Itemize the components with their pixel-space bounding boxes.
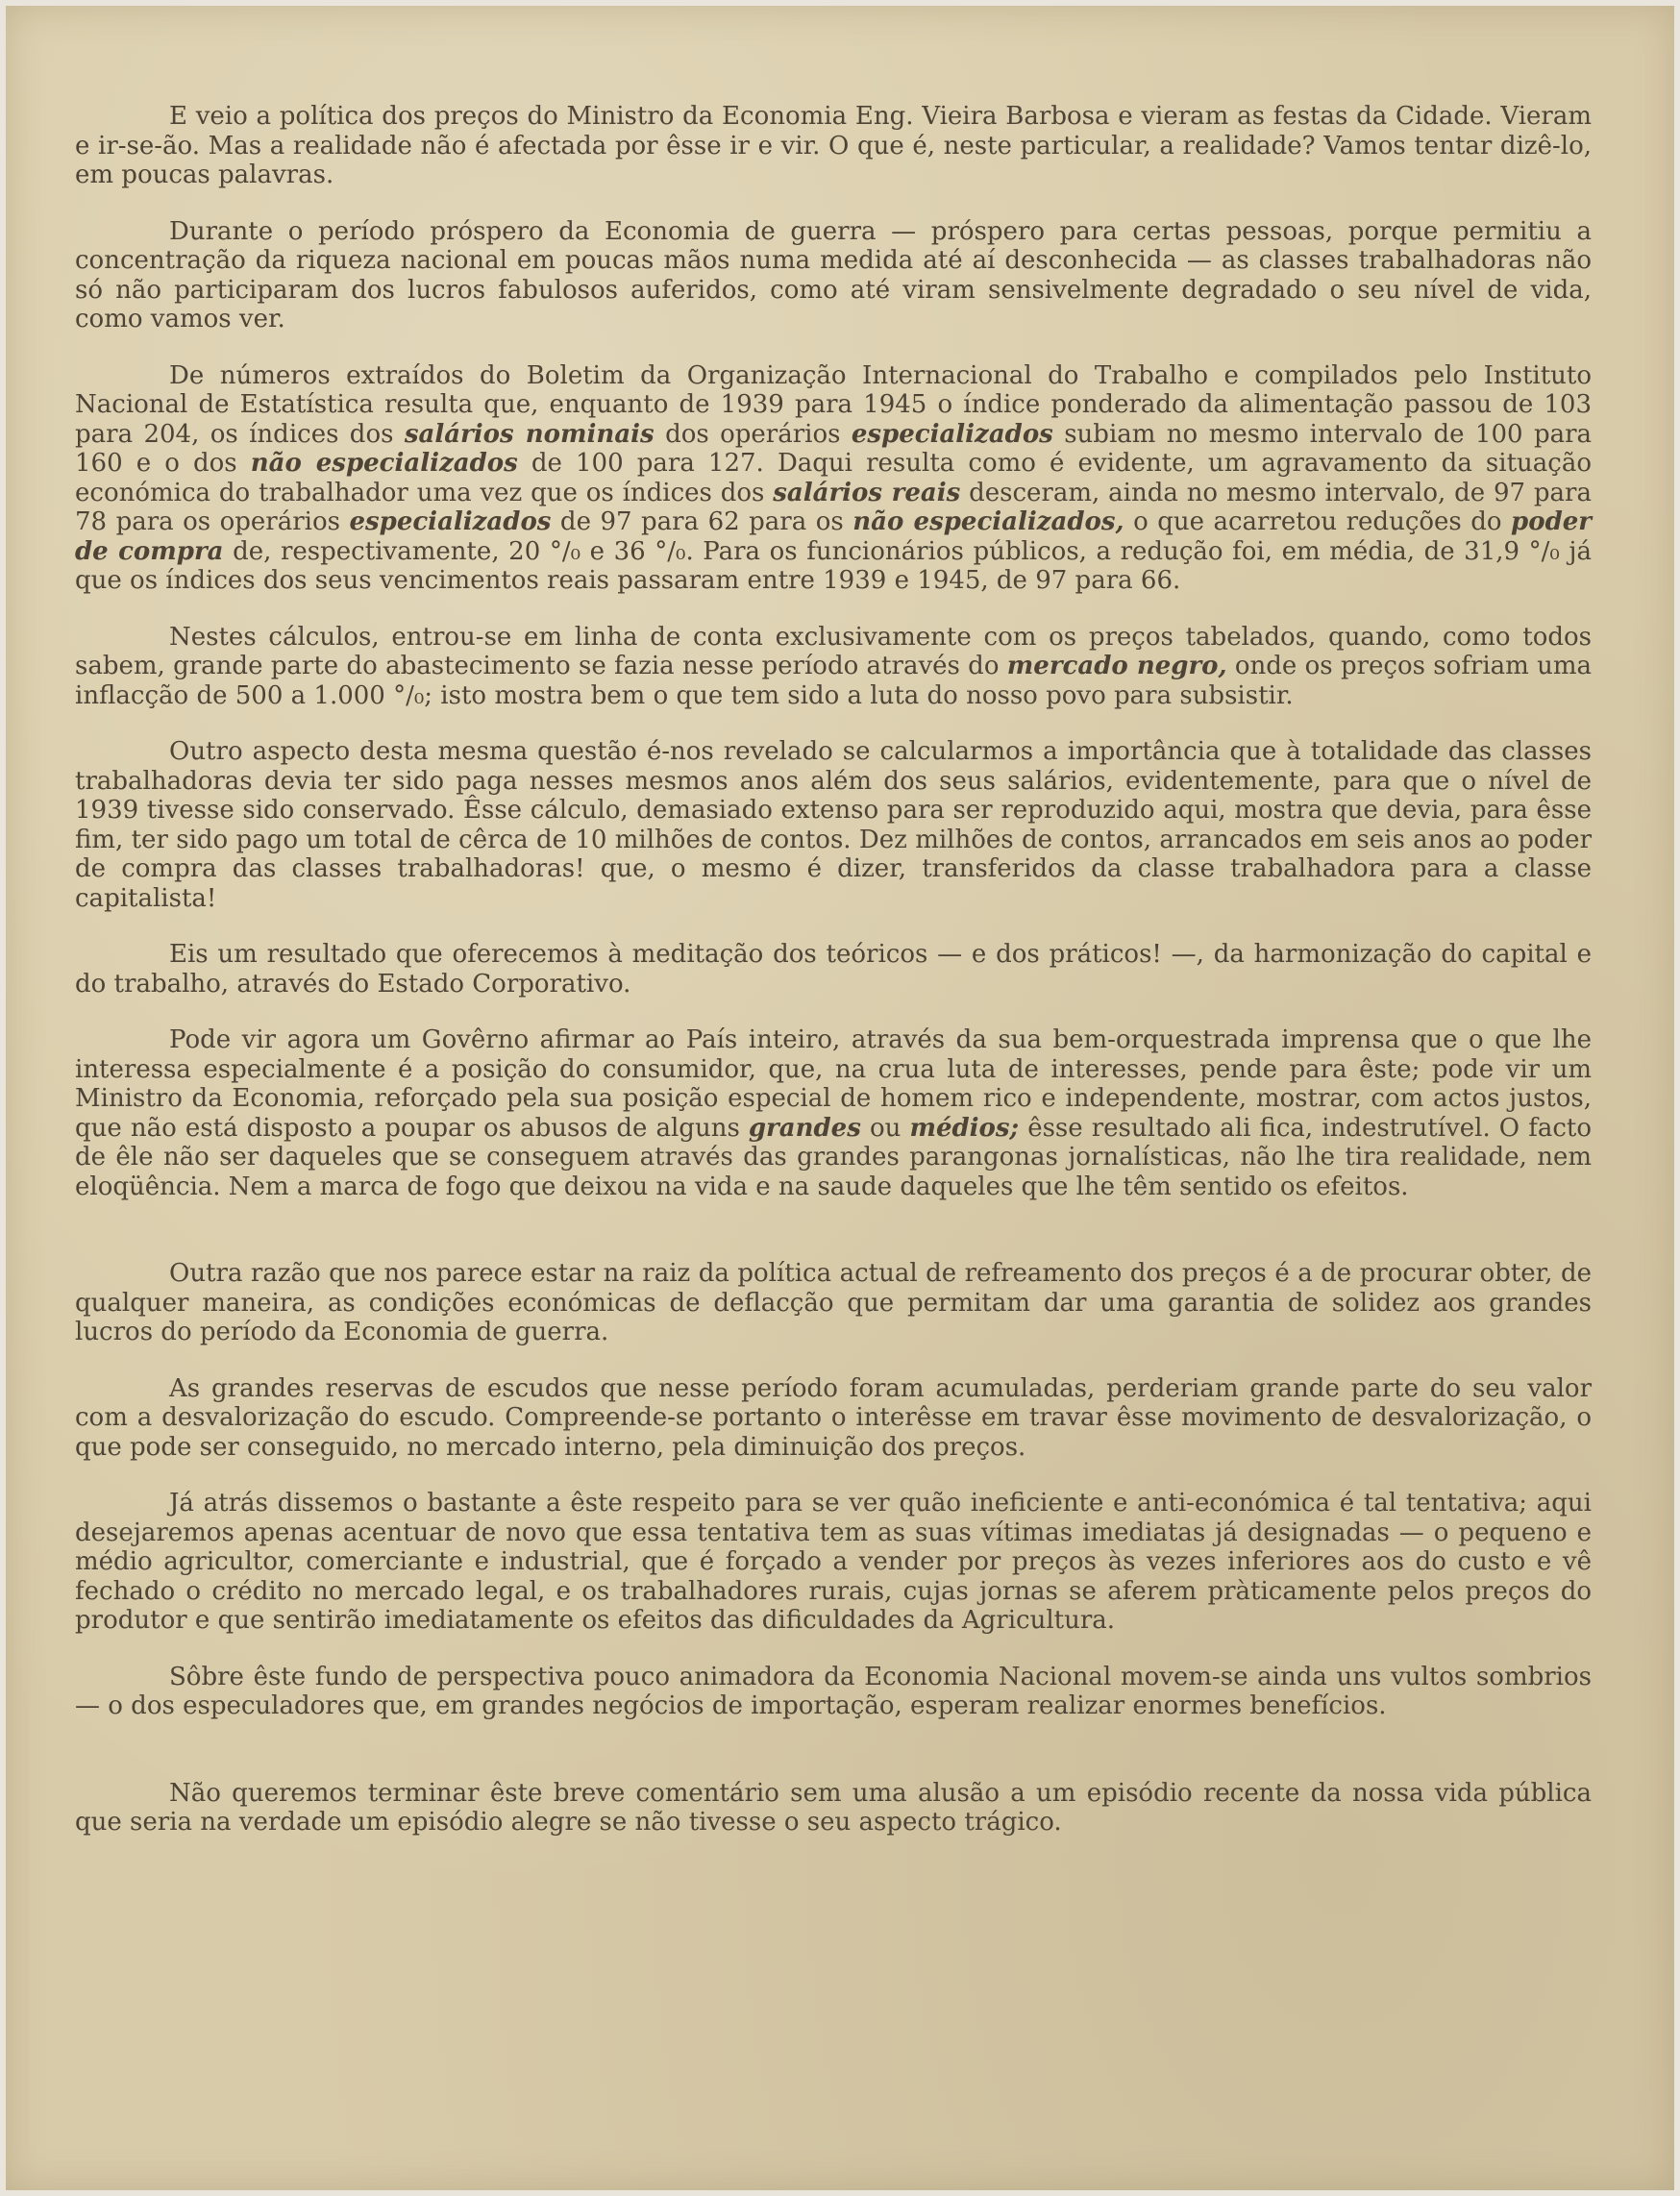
emphasis: especializados <box>851 419 1053 449</box>
paragraph-5: Outro aspecto desta mesma questão é-nos revelado se calcularmos a importância que à totalidade das classes trabalhadoras devia ter sido paga nesses mesmos anos além dos seus salários, evidentemente, para que o nível de 1939 tivesse sido conservado. Êsse cálculo, demasiado extenso para ser reproduzido aqui, mostra que devia, para êsse fim, ter sido pago um total de cêrca de 10 milhões de contos. Dez milhões de contos, arrancados em seis anos ao poder de compra das classes trabalhadoras! que, o mesmo é dizer, transferidos da classe trabalhadora para a classe capitalista! <box>75 737 1592 913</box>
paragraph-4: Nestes cálculos, entrou-se em linha de conta exclusivamente com os preços tabelados, quando, como todos sabem, grande parte do abastecimento se fazia nesse período através do mercado negro, onde os preços sofriam uma inflacção de 500 a 1.000 °/₀; isto mostra bem o que tem sido a luta do nosso povo para subsistir. <box>75 622 1593 710</box>
paragraph-10: Já atrás dissemos o bastante a êste respeito para se ver quão ineficiente e anti-económica é tal tentativa; aqui desejaremos apenas acentuar de novo que essa tentativa tem as suas vítimas imediatas já designadas — o pequeno e médio agricultor, comerciante e industrial, que é forçado a vender por preços às vezes inferiores aos do custo e vê fechado o crédito no mercado legal, e os trabalhadores rurais, cujas jornas se aferem pràticamente pelos preços do produtor e que sentirão imediatamente os efeitos das dificuldades da Agricultura. <box>75 1489 1592 1635</box>
paragraph-7: Pode vir agora um Govêrno afirmar ao País inteiro, através da sua bem-orquestrada imprensa que o que lhe interessa especialmente é a posição do consumidor, que, na crua luta de interesses, pende para êste; pode vir um Ministro da Economia, reforçado pela sua posição especial de homem rico e independente, mostrar, com actos justos, que não está disposto a poupar os abusos de alguns grandes ou médios; êsse resultado ali fica, indestrutível. O facto de êle não ser daqueles que se conseguem através das grandes parangonas jornalísticas, não lhe tira realidade, nem eloqüência. Nem a marca de fogo que deixou na vida e na saude daqueles que lhe têm sentido os efeitos. <box>75 1025 1592 1201</box>
paragraph-11: Sôbre êste fundo de perspectiva pouco animadora da Economia Nacional movem-se ainda uns vultos sombrios — o dos especuladores que, em grandes negócios de importação, esperam realizar enormes benefícios. <box>75 1662 1592 1720</box>
paragraph-3: De números extraídos do Boletim da Organização Internacional do Trabalho e compilados pelo Instituto Nacional de Estatística resulta que, enquanto de 1939 para 1945 o índice ponderado da alimentação passou de 103 para 204, os índices dos salários nominais dos operários especializados subiam no mesmo intervalo de 100 para 160 e o dos não especializados de 100 para 127. Daqui resulta como é evidente, um agravamento da situação económica do trabalhador uma vez que os índices dos salários reais desceram, ainda no mesmo intervalo, de 97 para 78 para os operários especializados de 97 para 62 para os não especializados, o que acarretou reduções do poder de compra de, respectivamente, 20 °/₀ e 36 °/₀. Para os funcionários públicos, a redução foi, em média, de 31,9 °/₀ já que os índices dos seus vencimentos reais passaram entre 1939 e 1945, de 97 para 66. <box>75 360 1593 595</box>
emphasis: não especializados, <box>852 507 1124 536</box>
paragraph-8: Outra razão que nos parece estar na raiz da política actual de refreamento dos preços é a de procurar obter, de qualquer maneira, as condições económicas de deflacção que permitam dar uma garantia de solidez aos grandes lucros do período da Economia de guerra. <box>75 1259 1592 1346</box>
emphasis: grandes <box>748 1113 861 1143</box>
paragraph-12: Não queremos terminar êste breve comentário sem uma alusão a um episódio recente da nossa vida pública que seria na verdade um episódio alegre se não tivesse o seu aspecto trágico. <box>75 1778 1592 1837</box>
paragraph-2: Durante o período próspero da Economia de guerra — próspero para certas pessoas, porque permitiu a concentração da riqueza nacional em poucas mãos numa medida até aí desconhecida — as classes trabalhadoras não só não participaram dos lucros fabulosos auferidos, como até viram sensivelmente degradado o seu nível de vida, como vamos ver. <box>75 216 1592 333</box>
emphasis: médios; <box>909 1113 1020 1143</box>
paragraph-9: As grandes reservas de escudos que nesse período foram acumuladas, perderiam grande parte do seu valor com a desvalorização do escudo. Compreende-se portanto o interêsse em travar êsse movimento de desvalorização, o que pode ser conseguido, no mercado interno, pela diminuição dos preços. <box>75 1373 1592 1462</box>
emphasis: salários nominais <box>404 419 655 449</box>
paragraph-1: E veio a política dos preços do Ministro da Economia Eng. Vieira Barbosa e vieram as festas da Cidade. Vieram e ir-se-ão. Mas a realidade não é afectada por êsse ir e vir. O que é, neste particular, a realidade? Vamos tentar dizê-lo, em poucas palavras. <box>75 102 1592 189</box>
emphasis: poder de compra <box>75 507 1592 566</box>
emphasis: especializados <box>349 507 552 536</box>
emphasis: não especializados <box>250 449 518 478</box>
document-page <box>6 6 1674 2190</box>
paragraph-6: Eis um resultado que oferecemos à meditação dos teóricos — e dos práticos! —, da harmonização do capital e do trabalho, através do Estado Corporativo. <box>75 940 1592 999</box>
emphasis: mercado negro, <box>1006 652 1227 680</box>
emphasis: salários reais <box>773 478 961 507</box>
article-body <box>75 102 1592 1838</box>
